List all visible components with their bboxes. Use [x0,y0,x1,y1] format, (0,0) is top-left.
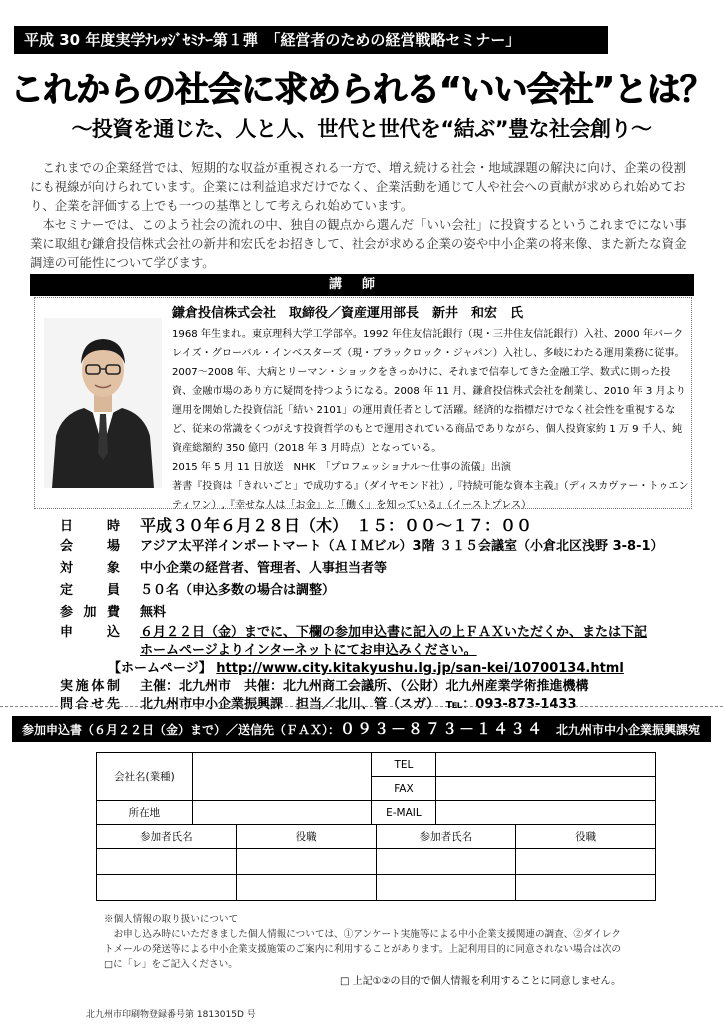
lecturer-photo [44,318,162,488]
cut-line [0,706,723,707]
bio-career: 1968 年生まれ。東京理科大学工学部卒。1992 年住友信託銀行（現・三井住友信託銀行）入社、2000 年バークレイズ・グローバル・インベスターズ（現・ブラックロック・ジャパン）入社し、多岐にわたる運用業務に従事。2007～2008 年、大病とリーマン・ショックをきっかけに、それまで信奉してきた金融工学、数式に則った投資、金融市場のあり方に疑問を持つようになる。2008 年 11 月、鎌倉投信株式会社を創業し、2010 年 3 月より運用を開始した投資信託「結い 2101」の運用責任者として活躍。経済的な指標だけでなく社会性を重視するなど、従来の常識をくつがえす投資哲学のもとで運用されている商品でありながら、個人投資家約 1 万 9 千人、純資産総額約 350 億円（2018 年 3 月時点）となっている。 [172,329,686,454]
position-field[interactable] [236,875,376,901]
intro-paragraph-1: これまでの企業経営では、短期的な収益が重視される一方で、増え続ける社会・地域課題の解決に向け、企業の役割にも視線が向けられています。企業には利益追求だけでなく、企業活動を通じて人や社会への貢献が求められ始めており、企業を評価する上でも一つの基準として考えられ始めています。 [30,160,686,213]
participant-header-1: 参加者氏名 [97,825,237,849]
intro-paragraph-2: 本セミナーでは、このよう社会の流れの中、独自の観点から選んだ「いい会社」に投資するというこれまでにない事業に取組む鎌倉投信株式会社の新井和宏氏をお招きして、社会が求める企業の姿や中小企業の将来像、また新たな資金調達の可能性について学びます。 [30,217,687,270]
consent-checkbox-line[interactable]: □ 上記①②の目的で個人情報を利用することに同意しません。 [340,976,622,987]
participant-header-2: 参加者氏名 [376,825,516,849]
page-title: これからの社会に求められる“いい会社”とは？ [10,70,713,110]
page-subtitle: ～投資を通じた、人と人、世代と世代を“結ぶ”豊な社会創り～ [71,117,652,141]
company-field[interactable] [192,753,372,801]
application-form [96,752,656,825]
address-label: 所在地 [97,801,193,825]
fax-number: ０９３－８７３－１４３４ [340,720,545,738]
fax-field[interactable] [436,777,656,801]
company-label: 会社名(業種) [97,753,193,801]
target-value: 中小企業の経営者、管理者、人事担当者等 [140,561,388,576]
homepage-label: 【ホームページ】 [108,661,212,676]
participants-table [96,824,656,901]
apply-text-1: ６月２２日（金）までに、下欄の参加申込書に記入の上ＦＡＸいただくか、または下記 [140,625,648,640]
position-header-2: 役職 [516,825,656,849]
capacity-label: 定員 [60,583,120,598]
contact-label: 問合せ先 [60,697,120,712]
lecturer-header: 講師 [30,274,694,296]
email-field[interactable] [436,801,656,825]
organizer-value: 主催：北九州市 共催：北九州商工会議所、（公財）北九州産業学術推進機構 [140,679,589,694]
participant-field[interactable] [376,849,516,875]
seminar-banner: 平成 30 年度実学ﾅﾚｯｼﾞｾﾐﾅｰ第１弾 「経営者のための経営戦略セミナー」 [14,26,608,54]
application-form-header [12,716,711,742]
privacy-body: お申し込み時にいただきました個人情報については、①アンケート実施等による中小企業支援関連の調査、②ダイレクトメールの発送等による中小企業支援施策のご案内に利用することがあります。上記利用目的に同意されない場合は次の□に「レ」をご記入ください。 [104,929,622,970]
datetime-value: 平成３０年６月２８日（木） １５：００～１７：００ [140,516,533,535]
organizer-label: 実施体制 [60,679,120,694]
target-label: 対象 [60,561,120,576]
lecturer-bio [172,325,690,515]
position-field[interactable] [516,875,656,901]
apply-label: 申込 [60,625,120,640]
participant-field[interactable] [97,875,237,901]
bio-books: 著書『投資は「きれいごと」で成功する』（ダイヤモンド社）,『持続可能な資本主義』（ディスカヴァー・トゥエンティワン）,『幸せな人は「お金」と「働く」を知っている』（イーストプレス） [172,481,689,511]
registration-number: 北九州市印刷物登録番号第 1813015D 号 [86,1010,256,1020]
position-field[interactable] [516,849,656,875]
tel-label: TEL [372,753,436,777]
intro-text [30,158,695,272]
homepage-link[interactable]: http://www.city.kitakyushu.lg.jp/san-kei/10700134.html [216,661,624,676]
position-header-1: 役職 [236,825,376,849]
bio-tv: 2015 年 5 月 11 日放送 NHK 「プロフェッショナル～仕事の流儀」出演 [172,462,511,473]
form-header-text: 参加申込書（６月２２日（金）まで）／送信先（ＦＡＸ）： [22,723,341,737]
participant-field[interactable] [97,849,237,875]
tel-field[interactable] [436,753,656,777]
address-field[interactable] [192,801,372,825]
apply-text-2: ホームページよりインターネットにてお申込みください。 [140,643,477,658]
fax-label: FAX [372,777,436,801]
position-field[interactable] [236,849,376,875]
privacy-heading: ※個人情報の取り扱いについて [104,914,239,925]
datetime-label: 日時 [60,519,120,534]
privacy-notice [104,912,624,972]
lecturer-name: 鎌倉投信株式会社 取締役／資産運用部長 新井 和宏 氏 [172,306,524,321]
fee-value: 無料 [140,605,167,620]
participant-field[interactable] [376,875,516,901]
fee-label: 参加費 [60,605,120,620]
email-label: E-MAIL [372,801,436,825]
capacity-value: ５０名（申込多数の場合は調整） [140,583,336,598]
venue-value: アジア太平洋インポートマート（ＡＩＭビル）3階 ３１５会議室（小倉北区浅野 3-8-1） [140,539,664,554]
venue-label: 会場 [60,539,120,554]
form-destination: 北九州市中小企業振興課宛 [556,723,701,737]
contact-value: 北九州市中小企業振興課 担当／北川、管（スガ） ℡：093-873-1433 [140,697,577,712]
homepage-row [108,657,624,676]
